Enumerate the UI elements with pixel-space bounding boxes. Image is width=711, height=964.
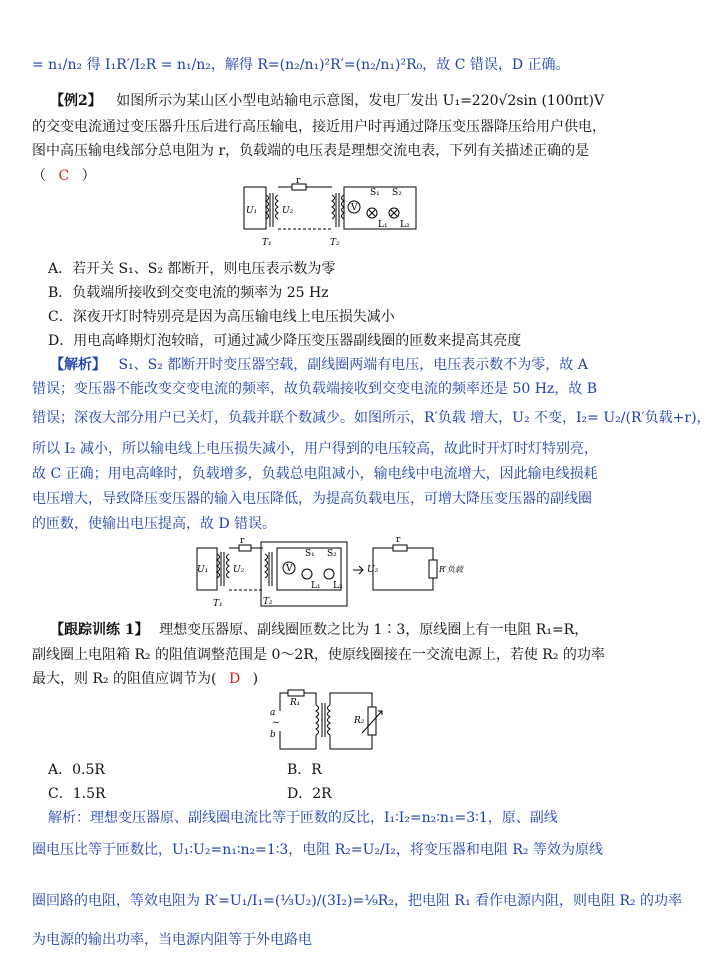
example2-option-d: D．用电高峰期灯泡较暗，可通过减少降压变压器副线圈的匝数来提高其亮度 (48, 333, 522, 349)
transformer-resistor-figure (262, 687, 392, 757)
example2-option-b: B．负载端所接收到交变电流的频率为 25 Hz (48, 285, 329, 301)
equivalent-circuit-figure (193, 535, 463, 615)
fig2-T1: T₁ (213, 599, 223, 609)
fig2-S2: S₂ (327, 549, 337, 559)
fig1-L2: L₂ (400, 220, 410, 230)
fig2-r: r (240, 536, 245, 546)
training1-text3: 最大，则 R₂ 的阻值应调节为( (32, 671, 217, 687)
training1-option-b: B．R (287, 762, 322, 778)
analysis-line6: 电压增大，导致降压变压器的输入电压降低，为提高负载电压，可增大降压变压器的副线圈 (32, 491, 592, 507)
fig3-b: b (270, 730, 276, 740)
fig1-S2: S₂ (392, 188, 402, 198)
fig2-L2: L₂ (333, 581, 343, 591)
training1-line1 (32, 620, 654, 640)
top-formula-line (32, 55, 654, 75)
example2-option-a: A．若开关 S₁、S₂ 都断开，则电压表示数为零 (48, 261, 336, 277)
fig2-U2b: U₂ (367, 565, 379, 575)
fig1-U2: U₂ (282, 206, 294, 216)
training1-line2: 副线圈上电阻箱 R₂ 的阻值调整范围是 0～2R，使原线圈接在一交流电源上，若使 R₂ 的功率 (32, 647, 605, 663)
fig1-r: r (296, 176, 301, 186)
analysis-line5: 故 C 正确；用电高峰时，负载增多，负载总电阻减小，输电线中电流增大，因此输电线损耗 (32, 466, 598, 482)
analysis-line7: 的匝数，使输出电压提高，故 D 错误。 (32, 516, 277, 532)
transmission-circuit-figure (240, 176, 420, 253)
example2-line1 (32, 91, 654, 111)
training1-option-c: C．1.5R (48, 786, 106, 802)
fig2-r2: r (396, 535, 401, 545)
analysis-line4: 所以 I₂ 减小，所以输电线上电压损失减小，用户得到的电压较高，故此时开灯时灯特别亮， (32, 441, 599, 457)
fig1-S1: S₁ (370, 188, 380, 198)
example2-line3: 图中高压输电线部分总电阻为 r，负载端的电压表是理想交流电表，下列有关描述正确的是 (32, 143, 590, 159)
fig2-V: V (286, 564, 293, 574)
example2-line2: 的交变电流通过变压器升压后进行高压输电，接近用户时再通过降压变压器降压给用户供电， (32, 119, 606, 135)
analysis-line3: 错误；深夜大部分用户已关灯，负载并联个数减少。如图所示，R′负载 增大，U₂ 不变，I₂= U₂/(R′负载+r)， (32, 410, 711, 426)
fig2-L1: L₁ (311, 581, 321, 591)
fig1-T2: T₂ (330, 238, 340, 248)
fig2-Rload: R′负载 (439, 565, 463, 574)
fig1-L1: L₁ (378, 220, 388, 230)
example2-label: 【例2】 (50, 93, 102, 109)
fig2-S1: S₁ (305, 549, 315, 559)
fig2-T2: T₂ (263, 597, 273, 607)
top-formula-text: = n₁/n₂ 得 I₁R′/I₂R = n₁/n₂，解得 R=(n₂/n₁)²R′=(n₂/n₁)²R₀，故 C 错误，D 正确。 (32, 57, 570, 73)
fig3-tilde: ~ (272, 718, 280, 728)
analysis2-line2: 圈电压比等于匝数比，U₁∶U₂=n₁∶n₂=1∶3，电阻 R₂=U₂/I₂，将变压器和电阻 R₂ 等效为原线 (32, 842, 603, 858)
training1-answer-close: ) (252, 671, 259, 687)
answer-close: ） (81, 168, 96, 184)
analysis2-line1: 解析：理想变压器原、副线圈电流比等于匝数的反比，I₁∶I₂=n₂∶n₁=3∶1，原、副线 (48, 810, 558, 826)
fig3-R2: R₂ (354, 716, 365, 726)
example2-answer: C (58, 168, 70, 184)
example2-text1: 如图所示为某山区小型电站输电示意图，发电厂发出 U₁=220√2sin (100πt)V (116, 93, 605, 109)
example2-option-c: C．深夜开灯时特别亮是因为高压输电线上电压损失减小 (48, 309, 395, 325)
training1-option-a: A．0.5R (48, 762, 105, 778)
fig3-a: a (270, 708, 276, 718)
analysis-line1 (32, 355, 654, 375)
fig2-U1: U₁ (197, 565, 209, 575)
analysis-line2: 错误；变压器不能改变交变电流的频率，故负载端接收到交变电流的频率还是 50 Hz，故 B (32, 381, 598, 397)
fig3-R1: R₁ (290, 698, 301, 708)
analysis2-line4: 为电源的输出功率，当电源内阻等于外电路电 (32, 932, 312, 948)
fig2-U2: U₂ (233, 565, 245, 575)
fig1-T1: T₁ (262, 238, 272, 248)
analysis2-line3: 圈回路的电阻，等效电阻为 R′=U₁/I₁=(⅓U₂)/(3I₂)=⅑R₂，把电阻 R₁ 看作电源内阻，则电阻 R₂ 的功率 (32, 893, 683, 909)
training1-line3 (32, 669, 654, 689)
analysis-text1: S₁、S₂ 都断开时变压器空载，副线圈两端有电压，电压表示数不为零，故 A (118, 357, 588, 373)
analysis-label: 【解析】 (50, 357, 106, 373)
training1-label: 【跟踪训练 1】 (50, 622, 149, 638)
answer-open: （ (32, 168, 46, 184)
training1-text1: 理想变压器原、副线圈匝数之比为 1∶3，原线圈上有一电阻 R₁=R， (159, 622, 589, 638)
fig1-V: V (351, 203, 358, 213)
training1-answer: D (228, 671, 241, 687)
fig1-U1: U₁ (246, 206, 258, 216)
training1-option-d: D．2R (287, 786, 332, 802)
